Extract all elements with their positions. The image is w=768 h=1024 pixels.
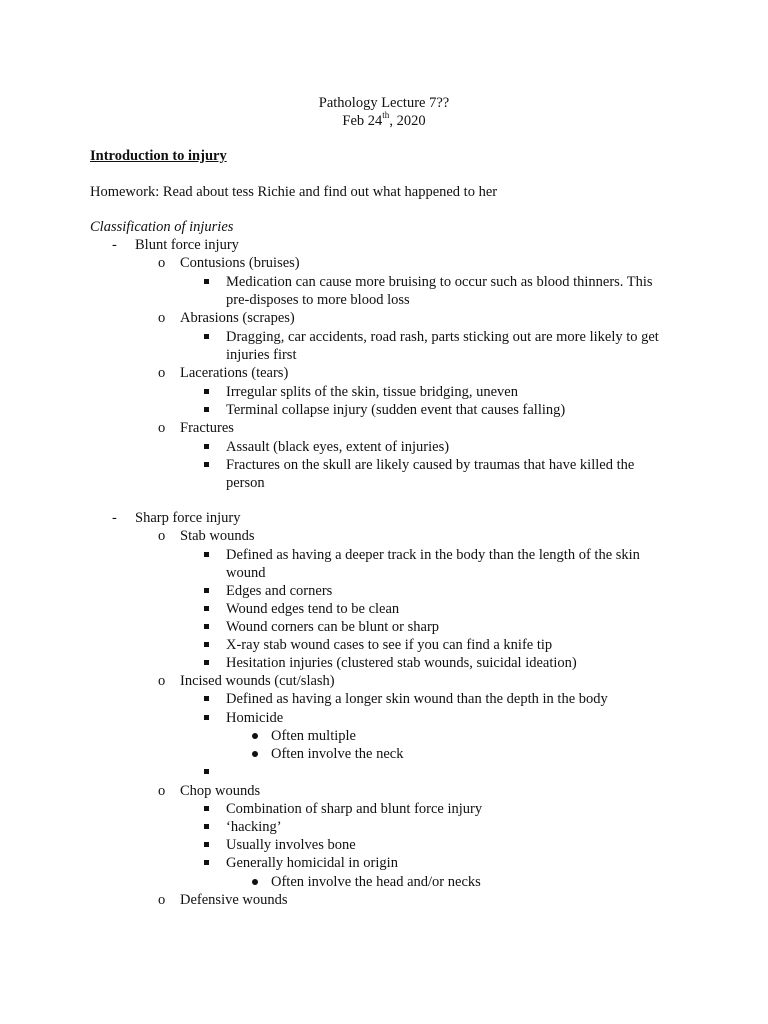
list-item-text: Incised wounds (cut/slash) (180, 673, 335, 689)
square-bullet (204, 546, 209, 557)
list-item-text: Contusions (bruises) (180, 255, 300, 271)
list-item-text: Assault (black eyes, extent of injuries) (226, 439, 450, 455)
square-bullet (204, 690, 209, 701)
homework-line: Homework: Read about tess Richie and find out what happened to her (90, 184, 498, 200)
list-item-text: Homicide (226, 710, 284, 726)
square-bullet (204, 818, 209, 829)
dot-bullet (252, 745, 258, 757)
square-bullet (204, 636, 209, 647)
square-bullet (204, 836, 209, 847)
square-bullet (204, 709, 209, 720)
list-item-text: Sharp force injury (135, 510, 241, 526)
dot-bullet (252, 873, 258, 885)
circle-bullet: o (158, 528, 166, 544)
square-bullet (204, 800, 209, 811)
list-item-text: Irregular splits of the skin, tissue bridging, uneven (226, 384, 518, 400)
circle-bullet: o (158, 365, 166, 381)
square-bullet (204, 654, 209, 665)
square-bullet (204, 328, 209, 339)
list-item-text: Generally homicidal in origin (226, 855, 398, 871)
circle-bullet: o (158, 783, 166, 799)
list-item-text: X-ray stab wound cases to see if you can find a knife tip (226, 637, 553, 653)
square-bullet (204, 273, 209, 284)
list-item-text: Defined as having a longer skin wound than the depth in the body (226, 691, 608, 707)
list-item-text: ‘hacking’ (226, 819, 282, 835)
list-item-text: Abrasions (scrapes) (180, 310, 295, 326)
list-item-text: Fractures (180, 420, 234, 436)
date-superscript: th (382, 110, 390, 121)
square-bullet (204, 854, 209, 865)
list-item-text: Hesitation injuries (clustered stab wounds, suicidal ideation) (226, 655, 577, 671)
circle-bullet: o (158, 310, 166, 326)
date-main: Feb 24 (342, 113, 383, 129)
list-item-text: Fractures on the skull are likely caused by traumas that have killed the person (226, 457, 635, 492)
circle-bullet: o (158, 892, 166, 908)
list-item-text: Wound edges tend to be clean (226, 601, 400, 617)
list-item-text: Lacerations (tears) (180, 365, 289, 381)
circle-bullet: o (158, 255, 166, 271)
square-bullet (204, 456, 209, 467)
square-bullet (204, 383, 209, 394)
dash-bullet: - (112, 237, 117, 253)
list-item-text: Wound corners can be blunt or sharp (226, 619, 440, 635)
section-heading: Introduction to injury (90, 148, 227, 164)
document-date (0, 112, 768, 130)
list-item-text: Chop wounds (180, 783, 261, 799)
classification-title: Classification of injuries (90, 219, 234, 235)
list-item-text: Terminal collapse injury (sudden event that causes falling) (226, 402, 566, 418)
date-year: , 2020 (389, 113, 426, 129)
list-item-text: Defined as having a deeper track in the body than the length of the skin wound (226, 547, 640, 582)
square-bullet (204, 618, 209, 629)
list-item-text: Blunt force injury (135, 237, 239, 253)
list-item-text: Combination of sharp and blunt force injury (226, 801, 483, 817)
list-item-text: Often involve the neck (271, 746, 404, 762)
square-bullet (204, 763, 209, 774)
circle-bullet: o (158, 673, 166, 689)
list-item-text: Often involve the head and/or necks (271, 874, 481, 890)
list-item-text: Stab wounds (180, 528, 255, 544)
list-item-text: Usually involves bone (226, 837, 356, 853)
list-item-text: Edges and corners (226, 583, 333, 599)
list-item-text: Dragging, car accidents, road rash, parts sticking out are more likely to get injuries first (226, 329, 659, 364)
list-item-text: Defensive wounds (180, 892, 288, 908)
dot-bullet (252, 727, 258, 739)
list-item-text: Often multiple (271, 728, 356, 744)
square-bullet (204, 600, 209, 611)
dash-bullet: - (112, 510, 117, 526)
square-bullet (204, 438, 209, 449)
square-bullet (204, 582, 209, 593)
list-item-text: Medication can cause more bruising to occur such as blood thinners. This pre-disposes to more blood loss (226, 274, 653, 309)
circle-bullet: o (158, 420, 166, 436)
document-title: Pathology Lecture 7?? (318, 95, 450, 111)
square-bullet (204, 401, 209, 412)
